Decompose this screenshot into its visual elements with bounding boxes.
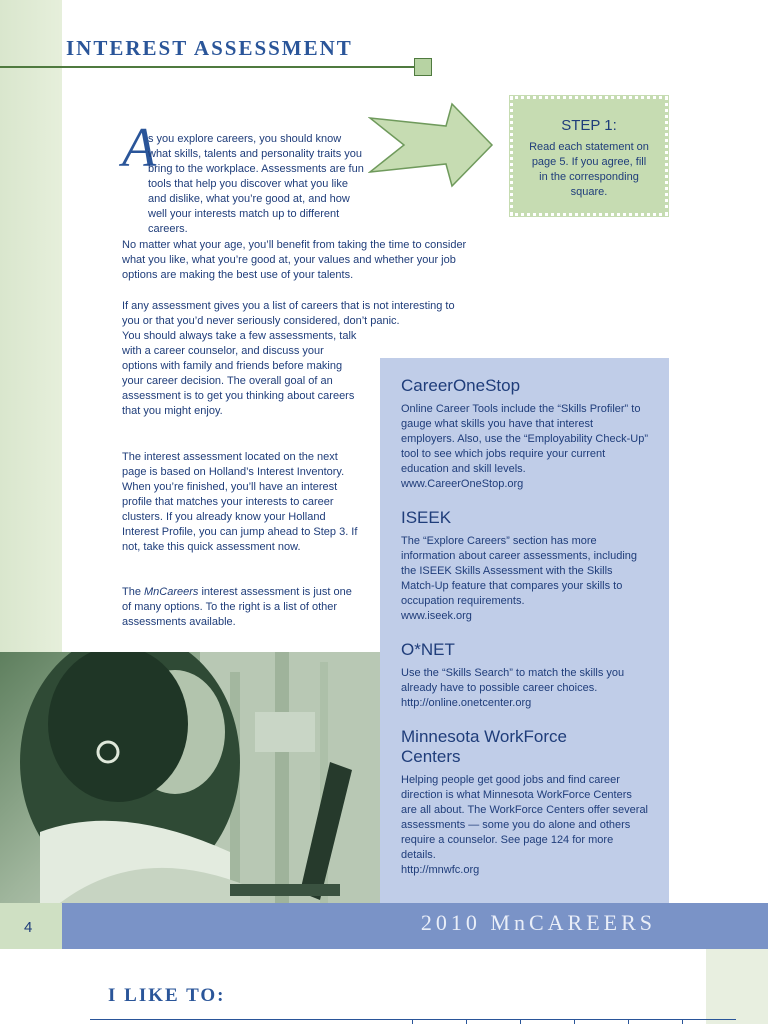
table-column-divider xyxy=(574,1019,575,1024)
resource-link[interactable]: www.CareerOneStop.org xyxy=(401,478,524,490)
resource-title: ISEEK xyxy=(401,508,452,527)
resource-desc: The “Explore Careers” section has more information about career assessments, including the ISEEK Skills Assessment with the Skills Match-Up feature that compares your skills to occupation requirements. xyxy=(401,535,638,607)
intro-p1-text: s you explore careers, you should know what skills, talents and personality traits you bring to the workplace. Assessments are fun tools that help you discover what you like and dislike, what you’re good at, and how well your interests match up to different careers. xyxy=(148,133,364,235)
table-column-divider xyxy=(520,1019,521,1024)
resources-panel xyxy=(380,358,669,903)
resource-desc: Online Career Tools include the “Skills Profiler” to gauge what skills you have that interest employers. Also, use the “Employability Check-Up” tool to see which jobs require your current education and skill levels. xyxy=(401,403,648,475)
resource-text xyxy=(401,402,649,492)
resource-title: CareerOneStop xyxy=(401,376,521,395)
resource-link[interactable]: www.iseek.org xyxy=(401,610,472,622)
resource-desc: Helping people get good jobs and find career direction is what Minnesota WorkForce Centers are all about. The WorkForce Centers offer several assessments — some you do alone and others require a counselor. See page 124 for more details. xyxy=(401,774,649,861)
drop-cap: A xyxy=(122,117,157,179)
table-column-divider xyxy=(412,1019,413,1024)
resource-text xyxy=(401,773,649,878)
intro-paragraph-3b: You should always take a few assessments, talk with a career counselor, and discuss your options with family and friends before making your career decision. The overall goal of an assessment is to get you thinking about careers that you might enjoy. xyxy=(122,330,357,417)
step-title: STEP 1: xyxy=(561,117,617,134)
resource-item xyxy=(401,508,649,624)
page-number: 4 xyxy=(24,919,33,936)
resource-item xyxy=(401,727,649,878)
brand-emphasis: MnCareers xyxy=(144,586,199,598)
photo-illustration xyxy=(0,652,380,903)
resource-link[interactable]: http://online.onetcenter.org xyxy=(401,697,532,709)
student-laptop-photo xyxy=(0,652,380,903)
resource-link[interactable]: http://mnwfc.org xyxy=(401,864,480,876)
step-text: Read each statement on page 5. If you agree, fill in the corresponding square. xyxy=(529,141,649,198)
resource-text xyxy=(401,534,649,624)
next-page-accent-strip xyxy=(706,949,768,1024)
page-title: INTEREST ASSESSMENT xyxy=(66,36,353,60)
intro-paragraph-3a: If any assessment gives you a list of careers that is not interesting to you or that you’d never seriously considered, don’t panic. xyxy=(122,300,455,327)
title-rule xyxy=(0,66,414,68)
resource-desc: Use the “Skills Search” to match the skills you already have to possible career choices. xyxy=(401,667,625,694)
intro-p5-pre: The xyxy=(122,586,145,598)
table-column-divider xyxy=(628,1019,629,1024)
footer-band xyxy=(62,903,768,949)
intro-paragraph-5 xyxy=(122,585,358,630)
resource-item xyxy=(401,640,649,711)
intro-paragraph-4: The interest assessment located on the next page is based on Holland’s Interest Inventory. When you’re finished, you’ll have an interest profile that matches your interests to career clusters. If you already know your Holland Interest Profile, you can jump ahead to Step 3. If not, take this quick assessment now. xyxy=(122,451,358,553)
resource-title: Minnesota WorkForce Centers xyxy=(401,727,567,766)
resource-title: O*NET xyxy=(401,640,455,659)
next-page-table-edge xyxy=(90,1019,736,1024)
intro-paragraph-2: No matter what your age, you’ll benefit from taking the time to consider what you like, what you’re good at, your values and whether your job options are making the best use of your talents. xyxy=(122,239,467,281)
table-column-divider xyxy=(682,1019,683,1024)
title-square-ornament xyxy=(414,58,432,76)
intro-paragraph-1 xyxy=(122,132,478,237)
footer-brand: 2010 MnCAREERS xyxy=(420,910,656,935)
resource-item xyxy=(401,376,649,492)
next-page-heading: I LIKE TO: xyxy=(108,985,226,1006)
resource-text xyxy=(401,666,649,711)
intro-p5-post: interest assessment is just one of many options. To the right is a list of other assessments available. xyxy=(122,586,352,628)
table-column-divider xyxy=(466,1019,467,1024)
step-callout xyxy=(510,96,668,216)
